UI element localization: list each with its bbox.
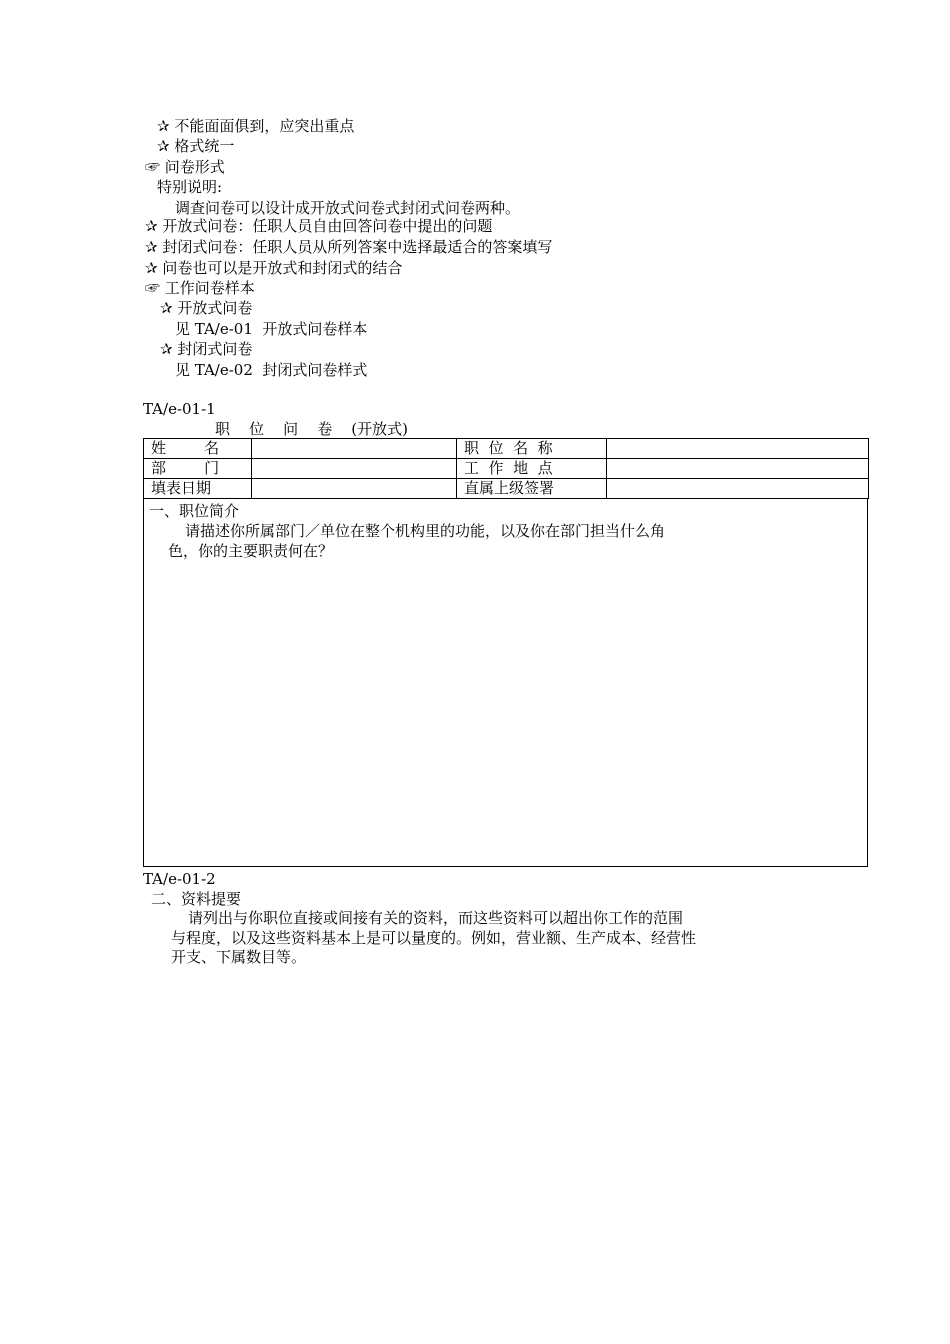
label-name: 姓 名 [144, 439, 252, 459]
table-row [144, 459, 869, 479]
field-fill-date[interactable] [252, 479, 457, 499]
section-title-data-summary: 二、资料提要 [151, 890, 242, 908]
bullet-open-questionnaire: ✰ 开放式问卷：任职人员自由回答问卷中提出的问题 [145, 217, 493, 235]
info-table [143, 438, 869, 499]
label-department: 部 门 [144, 459, 252, 479]
section-text-line-1: 请描述你所属部门／单位在整个机构里的功能，以及你在部门担当什么角 [185, 522, 666, 540]
label-work-location: 工 作 地 点 [457, 459, 607, 479]
bullet-line-format: ✰ 格式统一 [157, 137, 235, 155]
table-row [144, 439, 869, 459]
field-department[interactable] [252, 459, 457, 479]
label-supervisor-signature: 直属上级签署 [457, 479, 607, 499]
special-note-text: 调查问卷可以设计成开放式问卷式封闭式问卷两种。 [175, 199, 521, 217]
data-text-line-3: 开支、下属数目等。 [171, 948, 307, 966]
bullet-combined-questionnaire: ✰ 问卷也可以是开放式和封闭式的结合 [145, 259, 403, 277]
special-note-label: 特别说明: [157, 178, 223, 196]
sample-closed-label: ✰ 封闭式问卷 [160, 340, 253, 358]
sample-open-ref: 见 TA/e-01 开放式问卷样本 [175, 320, 368, 338]
bullet-closed-questionnaire: ✰ 封闭式问卷：任职人员从所列答案中选择最适合的答案填写 [145, 238, 553, 256]
field-supervisor-signature[interactable] [607, 479, 869, 499]
bullet-line-focus: ✰ 不能面面俱到，应突出重点 [157, 117, 355, 135]
data-text-line-1: 请列出与你职位直接或间接有关的资料，而这些资料可以超出你工作的范围 [188, 909, 684, 927]
sample-open-label: ✰ 开放式问卷 [160, 299, 253, 317]
heading-questionnaire-form: ☞ 问卷形式 [145, 158, 225, 176]
sample-closed-ref: 见 TA/e-02 封闭式问卷样式 [175, 361, 368, 379]
section-title-position-summary: 一、职位简介 [149, 502, 240, 520]
label-position-title: 职 位 名 称 [457, 439, 607, 459]
form-code-2: TA/e-01-2 [143, 870, 216, 888]
form-code-1: TA/e-01-1 [143, 400, 216, 418]
field-position-title[interactable] [607, 439, 869, 459]
heading-sample: ☞ 工作问卷样本 [145, 279, 255, 297]
label-fill-date: 填表日期 [144, 479, 252, 499]
data-text-line-2: 与程度，以及这些资料基本上是可以量度的。例如，营业额、生产成本、经营性 [171, 929, 697, 947]
field-work-location[interactable] [607, 459, 869, 479]
field-name[interactable] [252, 439, 457, 459]
form-title: 职 位 问 卷 (开放式) [215, 420, 408, 438]
table-row [144, 479, 869, 499]
section-text-line-2: 色，你的主要职责何在？ [168, 542, 334, 560]
